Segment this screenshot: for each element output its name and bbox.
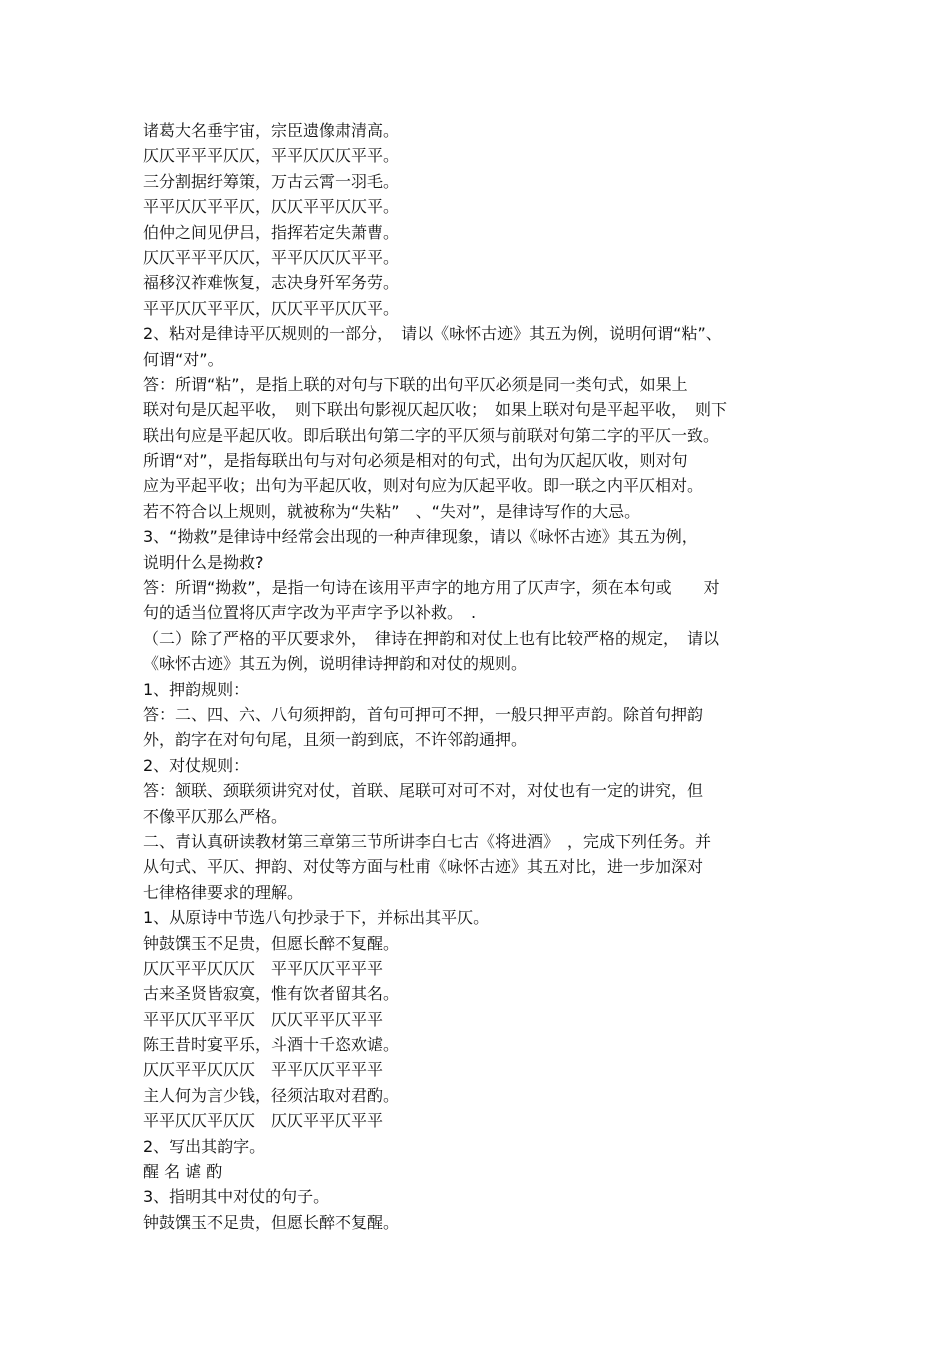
text-line: 陈王昔时宴平乐，斗酒十千恣欢谑。 (143, 1035, 400, 1055)
subheading: 2、写出其韵字。 (143, 1136, 266, 1156)
text-line: 联对句是仄起平收， 则下联出句影视仄起仄收； 如果上联对句是平起平收， 则下 (143, 400, 728, 420)
text-line: 平平仄仄平仄仄 仄仄平平仄平平 (143, 1111, 384, 1131)
text-line: 从句式、平仄、押韵、对仗等方面与杜甫《咏怀古迹》其五对比，进一步加深对 (143, 857, 704, 877)
text-line: 应为平起平收；出句为平起仄收，则对句应为仄起平收。即一联之内平仄相对。 (143, 476, 704, 496)
text-line: 仄仄平平仄仄仄 平平仄仄平平平 (143, 958, 384, 978)
text-line: 联出句应是平起仄收。即后联出句第二字的平仄须与前联对句第二字的平仄一致。 (143, 425, 720, 445)
text-line: 不像平仄那么严格。 (143, 806, 288, 826)
answer-line: 答：所谓“粘”，是指上联的对句与下联的出句平仄必须是同一类句式，如果上 (143, 374, 688, 394)
text-line: 仄仄平平平仄仄，平平仄仄仄平平。 (143, 247, 400, 267)
subheading: 3、指明其中对仗的句子。 (143, 1187, 330, 1207)
text-line: 何谓“对”。 (143, 349, 224, 369)
question-heading: 3、“拗救”是律诗中经常会出现的一种声律现象，请以《咏怀古迹》其五为例， (143, 527, 698, 547)
text-line: 平平仄仄平平仄 仄仄平平仄平平 (143, 1009, 384, 1029)
text-line: 醒 名 谑 酌 (143, 1162, 223, 1182)
subheading: 1、押韵规则： (143, 679, 250, 699)
text-line: 说明什么是拗救? (143, 552, 264, 572)
text-line: 仄仄平平平仄仄，平平仄仄仄平平。 (143, 146, 400, 166)
answer-line: 答：颔联、颈联须讲究对仗，首联、尾联可对可不对，对仗也有一定的讲究，但 (143, 781, 704, 801)
document-body (143, 118, 833, 1235)
text-line: 外，韵字在对句句尾，且须一韵到底，不许邻韵通押。 (143, 730, 528, 750)
text-line: 平平仄仄平平仄，仄仄平平仄仄平。 (143, 298, 400, 318)
answer-line: 答：二、四、六、八句须押韵，首句可押可不押，一般只押平声韵。除首句押韵 (143, 704, 704, 724)
text-line: 伯仲之间见伊吕，指挥若定失萧曹。 (143, 222, 400, 242)
text-line: 平平仄仄平平仄，仄仄平平仄仄平。 (143, 197, 400, 217)
text-line: 七律格律要求的理解。 (143, 882, 304, 902)
text-line: 主人何为言少钱，径须沽取对君酌。 (143, 1085, 400, 1105)
text-line: 所谓“对”，是指每联出句与对句必须是相对的句式，出句为仄起仄收，则对句 (143, 451, 688, 471)
section-heading: （二）除了严格的平仄要求外， 律诗在押韵和对仗上也有比较严格的规定， 请以 (143, 628, 720, 648)
text-line: 句的适当位置将仄声字改为平声字予以补救。 . (143, 603, 477, 623)
text-line: 诸葛大名垂宇宙，宗臣遗像肃清高。 (143, 121, 400, 140)
text-line: 古来圣贤皆寂寞，惟有饮者留其名。 (143, 984, 400, 1004)
text-line: 三分割据纡筹策，万古云霄一羽毛。 (143, 171, 400, 191)
text-line: 若不符合以上规则，就被称为“失粘” 、“失对”，是律诗写作的大忌。 (143, 501, 641, 521)
text-line: 《咏怀古迹》其五为例，说明律诗押韵和对仗的规则。 (143, 654, 528, 674)
text-line: 钟鼓馔玉不足贵，但愿长醉不复醒。 (143, 1212, 400, 1232)
text-line: 仄仄平平仄仄仄 平平仄仄平平平 (143, 1060, 384, 1080)
section-heading: 二、青认真研读教材第三章第三节所讲李白七古《将进酒》 ，完成下列任务。并 (143, 831, 712, 851)
subheading: 2、对仗规则： (143, 755, 250, 775)
question-heading: 2、粘对是律诗平仄规则的一部分， 请以《咏怀古迹》其五为例，说明何谓“粘”、 (143, 324, 722, 344)
text-line: 钟鼓馔玉不足贵，但愿长醉不复醒。 (143, 933, 400, 953)
text-line: 福移汉祚难恢复，志决身歼军务劳。 (143, 273, 400, 293)
subheading: 1、从原诗中节选八句抄录于下，并标出其平仄。 (143, 908, 490, 928)
answer-line: 答：所谓“拗救”，是指一句诗在该用平声字的地方用了仄声字，须在本句或 对 (143, 578, 720, 598)
